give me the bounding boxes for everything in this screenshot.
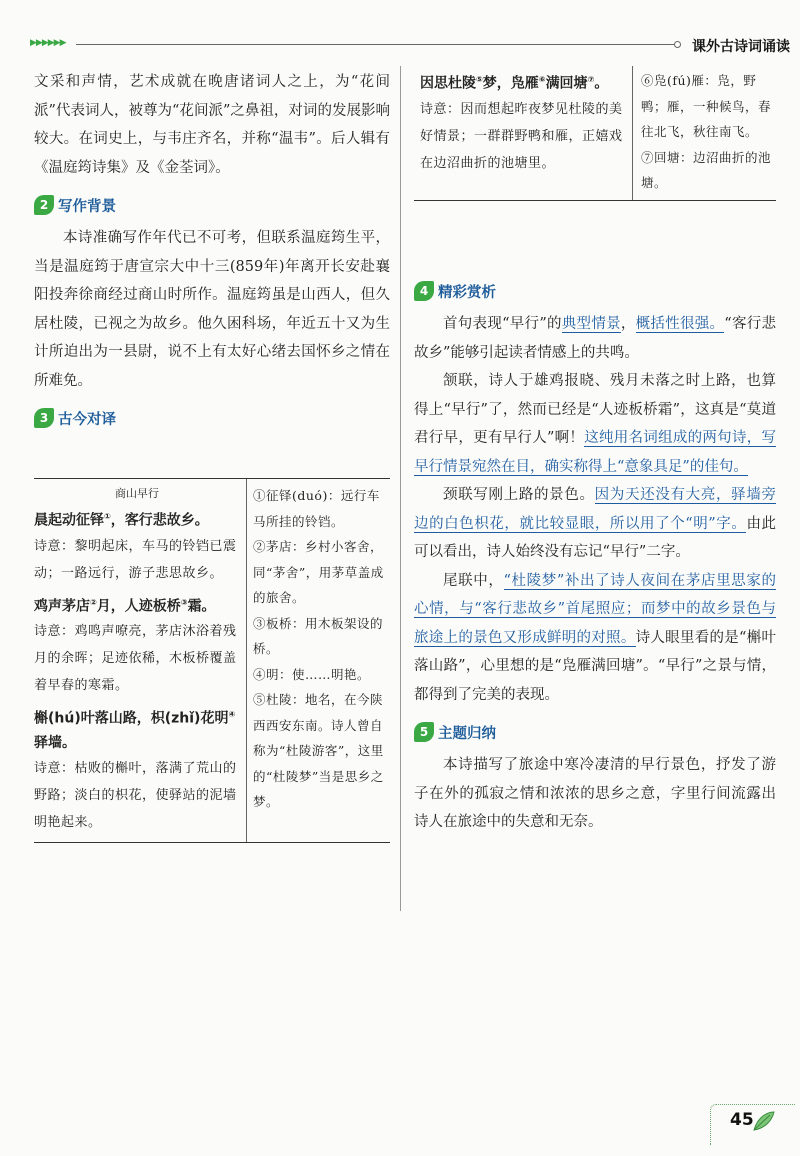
theme-summary: 本诗描写了旅途中寒冷凄清的早行景色，抒发了游子在外的孤寂之情和浓浓的思乡之意，字里行间流露出诗人在旅途中的失意和无奈。 [414, 757, 776, 830]
leaf-number-icon: 5 [414, 722, 434, 742]
section-heading-appreciation [414, 276, 776, 306]
section-title: 古今对译 [58, 411, 116, 428]
note-item: ②茅店：乡村小客舍，同“茅舍”，用茅草盖成的旅舍。 [253, 539, 384, 605]
leaf-number-icon: 3 [34, 408, 54, 428]
verse-line: 因思杜陵⑤梦，凫雁⑥满回塘⑦。 [420, 75, 609, 92]
underlined-phrase: “杜陵梦”补出了诗人夜间在茅店里思家的心情，与“客行悲故乡”首尾照应；而梦中的故乡景色与旅途上的景色又形成鲜明的对照。 [414, 572, 777, 646]
section-title: 主题归纳 [438, 725, 496, 742]
note-item: ⑤杜陵：地名，在今陕西西安东南。诗人曾自称为“杜陵游客”，这里的“杜陵梦”当是思乡之梦。 [253, 692, 384, 809]
verse-line: 晨起动征铎①，客行悲故乡。 [34, 512, 209, 529]
running-header [30, 38, 790, 55]
underlined-phrase: 因为天还没有大亮，驿墙旁边的白色枳花，就比较显眼，所以用了个“明”字。 [414, 487, 777, 532]
note-item: ⑥凫(fú)雁：凫，野鸭；雁，一种候鸟，春往北飞，秋往南飞。 [641, 73, 772, 139]
header-dot-icon [674, 41, 681, 48]
underlined-phrase: 典型情景 [561, 316, 621, 332]
note-item: ⑦回塘：边沼曲折的池塘。 [641, 149, 772, 190]
leaf-number-icon: 2 [34, 195, 54, 215]
verse-meaning: 诗意：鸡鸣声嘹亮，茅店沐浴着残月的余晖；足迹依稀，木板桥覆盖着早春的寒霜。 [34, 624, 237, 694]
poem-lines-column [414, 66, 633, 200]
section-heading-translation [34, 403, 390, 433]
translation-table-continued [414, 66, 776, 201]
appreciation-paragraph: 颔联，诗人于雄鸡报晓、残月未落之时上路，也算得上“早行”了，然而已经是“人迹板桥霜”，这真是“莫道君行早，更有早行人”啊！这纯用名词组成的两句诗，写早行情景宛然在目，确实称得上“意象具足”的佳句。 [414, 373, 776, 475]
translation-table [34, 478, 390, 843]
underlined-phrase: 这纯用名词组成的两句诗，写早行情景宛然在目，确实称得上“意象具足”的佳句。 [414, 430, 776, 475]
verse-line: 鸡声茅店②月，人迹板桥③霜。 [34, 597, 216, 615]
note-item: ④明：使……明艳。 [253, 666, 371, 682]
appreciation-paragraph: 首句表现“早行”的典型情景，概括性很强。“客行悲故乡”能够引起读者情感上的共鸣。 [414, 316, 777, 361]
section-title: 精彩赏析 [438, 284, 496, 301]
poem-title: 商山早行 [115, 487, 159, 500]
section-title: 写作背景 [58, 198, 116, 215]
appreciation-paragraph: 颈联写刚上路的景色。因为天还没有大亮，驿墙旁边的白色枳花，就比较显眼，所以用了个“明”字。由此可以看出，诗人始终没有忘记“早行”二字。 [414, 487, 777, 560]
column-divider [400, 66, 401, 911]
left-column [34, 68, 390, 437]
leaf-number-icon: 4 [414, 281, 434, 301]
verse-meaning: 诗意：黎明起床，车马的铃铛已震动；一路远行，游子悲思故乡。 [34, 538, 237, 581]
note-item: ①征铎(duó)：远行车马所挂的铃铛。 [253, 488, 380, 529]
section-heading-background [34, 190, 390, 220]
poem-lines-column [34, 479, 247, 842]
header-rule [76, 44, 676, 45]
author-intro: 文采和声情，艺术成就在晚唐诸词人之上，为“花间派”代表词人，被尊为“花间派”之鼻祖，对词的发展影响较大。在词史上，与韦庄齐名，并称“温韦”。后人辑有《温庭筠诗集》及《金荃词》。 [34, 74, 390, 176]
appreciation-paragraph: 尾联中，“杜陵梦”补出了诗人夜间在茅店里思家的心情，与“客行悲故乡”首尾照应；而梦中的故乡景色与旅途上的景色又形成鲜明的对照。诗人眼里看的是“槲叶落山路”，心里想的是“凫雁满回塘”。“早行”之景与情，都得到了完美的表现。 [414, 572, 777, 703]
right-column [414, 268, 776, 837]
verse-meaning: 诗意：枯败的槲叶，落满了荒山的野路；淡白的枳花，使驿站的泥墙明艳起来。 [34, 760, 237, 830]
header-title: 课外古诗词诵读 [692, 39, 790, 55]
background-text: 本诗准确写作年代已不可考，但联系温庭筠生平，当是温庭筠于唐宣宗大中十三(859年)年离开长安赴襄阳投奔徐商经过商山时所作。温庭筠虽是山西人，但久居杜陵，已视之为故乡。他久困科场，年近五十又为生计所迫出为一县尉，说不上有太好心绪去国怀乡之情在所难免。 [34, 230, 390, 389]
arrow-decoration-icon: ▶▶▶▶▶▶ [30, 38, 66, 48]
verse-line: 槲(hú)叶落山路，枳(zhǐ)花明④驿墙。 [34, 710, 236, 751]
underlined-phrase: 概括性很强。 [635, 316, 725, 332]
page-number: 45 [730, 1110, 754, 1130]
notes-column [247, 479, 390, 842]
note-item: ③板桥：用木板架设的桥。 [253, 615, 384, 656]
verse-meaning: 诗意：因而想起昨夜梦见杜陵的美好情景；一群群野鸭和雁，正嬉戏在边沼曲折的池塘里。 [420, 101, 623, 171]
notes-column [633, 66, 776, 200]
leaf-icon [752, 1110, 776, 1132]
section-heading-theme [414, 717, 776, 747]
